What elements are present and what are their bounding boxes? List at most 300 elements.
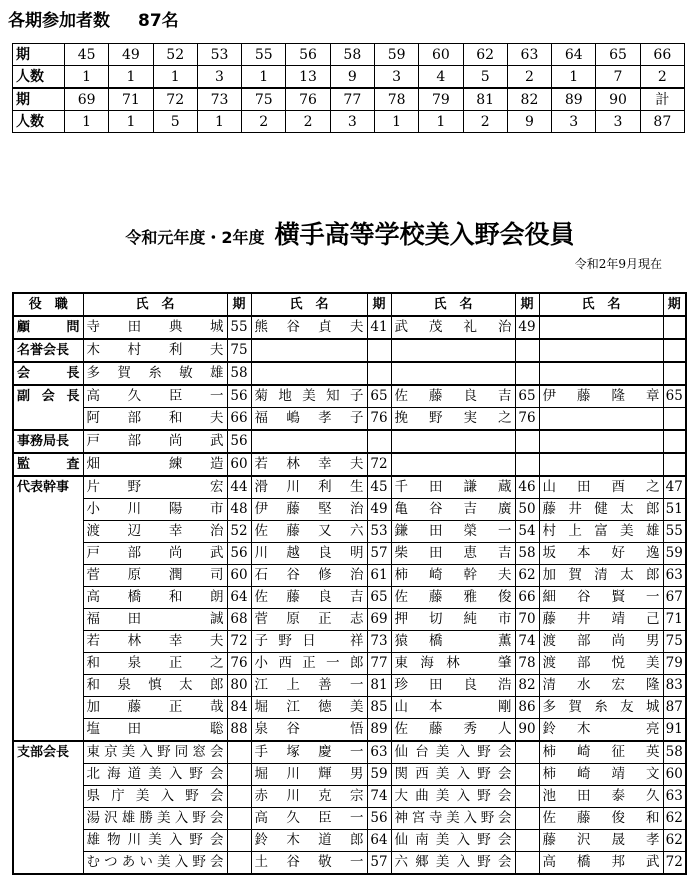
officer-row — [13, 808, 686, 830]
count-term-cell: 78 — [374, 88, 418, 111]
officer-term: 76 — [515, 408, 539, 431]
officer-role — [13, 764, 83, 786]
officer-name: むつあい美入野会 — [83, 852, 227, 875]
officer-term: 62 — [663, 808, 686, 830]
officer-role: 会 長 — [13, 362, 83, 385]
officer-row — [13, 565, 686, 587]
officer-role — [13, 830, 83, 852]
officer-name: 湯沢雄勝美入野会 — [83, 808, 227, 830]
officer-term: 82 — [515, 675, 539, 697]
officer-name: 伊藤隆章 — [539, 385, 663, 408]
count-term-cell: 計 — [640, 88, 684, 111]
officer-row — [13, 587, 686, 609]
officer-name: 北海道美入野会 — [83, 764, 227, 786]
officer-role — [13, 653, 83, 675]
officer-term — [663, 430, 686, 453]
officer-term: 90 — [515, 719, 539, 742]
officer-term — [367, 339, 391, 362]
officer-term: 60 — [227, 453, 251, 476]
officer-term: 64 — [227, 587, 251, 609]
officer-row — [13, 675, 686, 697]
officer-term — [515, 786, 539, 808]
officer-name: 佐藤又六 — [251, 521, 367, 543]
header-name: 氏 名 — [83, 293, 227, 316]
officer-term — [227, 741, 251, 764]
count-term-cell: 73 — [197, 88, 241, 111]
officer-row — [13, 697, 686, 719]
count-people-cell: 87 — [640, 111, 684, 133]
officer-name: 清水宏隆 — [539, 675, 663, 697]
officer-row — [13, 719, 686, 742]
officer-term: 61 — [367, 565, 391, 587]
officer-term: 87 — [663, 697, 686, 719]
officer-name: 亀谷吉廣 — [391, 499, 515, 521]
count-people-cell: 1 — [197, 111, 241, 133]
officer-name: 佐藤良吉 — [251, 587, 367, 609]
officer-row — [13, 453, 686, 476]
officer-name — [251, 430, 367, 453]
officer-role — [13, 786, 83, 808]
officer-name: 戸部尚武 — [83, 543, 227, 565]
officer-term: 41 — [367, 316, 391, 339]
officer-term — [515, 852, 539, 875]
count-term-cell: 52 — [153, 44, 197, 66]
header-term: 期 — [367, 293, 391, 316]
officer-name — [539, 453, 663, 476]
officer-name: 高久臣一 — [251, 808, 367, 830]
count-term-cell: 89 — [552, 88, 596, 111]
officer-name: 押切純市 — [391, 609, 515, 631]
officers-header-row — [13, 293, 686, 316]
officer-term — [515, 453, 539, 476]
officer-term: 55 — [227, 316, 251, 339]
officer-term: 58 — [663, 741, 686, 764]
officer-name: 多賀糸友城 — [539, 697, 663, 719]
count-term-cell: 82 — [507, 88, 551, 111]
officer-term: 59 — [663, 543, 686, 565]
officer-name: 佐藤雅俊 — [391, 587, 515, 609]
officer-role — [13, 631, 83, 653]
officer-term: 57 — [367, 543, 391, 565]
header-name: 氏 名 — [391, 293, 515, 316]
officer-role — [13, 543, 83, 565]
officer-term: 76 — [227, 653, 251, 675]
officer-name: 木村利夫 — [83, 339, 227, 362]
officer-role — [13, 565, 83, 587]
count-people-cell: 2 — [242, 111, 286, 133]
officer-term — [663, 339, 686, 362]
officer-row — [13, 653, 686, 675]
count-term-cell: 72 — [153, 88, 197, 111]
officer-name — [251, 362, 367, 385]
officer-name: 塩田 聡 — [83, 719, 227, 742]
officer-name — [391, 339, 515, 362]
officer-term: 78 — [515, 653, 539, 675]
officer-term: 55 — [663, 521, 686, 543]
officer-name: 小川陽市 — [83, 499, 227, 521]
officer-row — [13, 764, 686, 786]
count-term-cell: 81 — [463, 88, 507, 111]
officer-role — [13, 587, 83, 609]
officer-name — [539, 316, 663, 339]
officer-term: 85 — [367, 697, 391, 719]
officer-name — [539, 408, 663, 431]
count-term-cell: 71 — [109, 88, 153, 111]
count-people-cell: 1 — [242, 66, 286, 89]
count-row-people — [13, 66, 685, 89]
officer-name: 珍田良浩 — [391, 675, 515, 697]
officer-term: 62 — [663, 830, 686, 852]
officer-name: 県庁美入野会 — [83, 786, 227, 808]
officer-name: 柿崎幹夫 — [391, 565, 515, 587]
officer-term: 63 — [663, 786, 686, 808]
officer-term: 80 — [227, 675, 251, 697]
officer-name: 手塚慶一 — [251, 741, 367, 764]
officer-term — [367, 430, 391, 453]
officer-term: 64 — [367, 830, 391, 852]
officer-term: 58 — [227, 362, 251, 385]
officer-term: 77 — [367, 653, 391, 675]
officer-row — [13, 609, 686, 631]
officer-term: 54 — [515, 521, 539, 543]
officer-term: 70 — [515, 609, 539, 631]
officer-term: 50 — [515, 499, 539, 521]
officer-name: 猿橋 薫 — [391, 631, 515, 653]
count-term-cell: 69 — [65, 88, 109, 111]
count-term-cell: 75 — [242, 88, 286, 111]
officer-term: 56 — [227, 385, 251, 408]
officer-name: 福嶋孝子 — [251, 408, 367, 431]
officer-name: 鎌田榮一 — [391, 521, 515, 543]
officer-name: 堀江徳美 — [251, 697, 367, 719]
officer-name: 仙台美入野会 — [391, 741, 515, 764]
officer-term: 74 — [515, 631, 539, 653]
header-role: 役 職 — [13, 293, 83, 316]
officer-name: 戸部尚武 — [83, 430, 227, 453]
count-people-cell: 3 — [330, 111, 374, 133]
officer-row — [13, 521, 686, 543]
officer-name — [539, 362, 663, 385]
officer-name: 細谷賢一 — [539, 587, 663, 609]
officer-role — [13, 499, 83, 521]
officer-role: 名誉会長 — [13, 339, 83, 362]
officer-term — [227, 830, 251, 852]
officer-term — [367, 362, 391, 385]
officer-term: 47 — [663, 476, 686, 499]
officer-name: 佐藤秀人 — [391, 719, 515, 742]
officer-name: 山田酉之 — [539, 476, 663, 499]
header-name: 氏 名 — [251, 293, 367, 316]
officer-term: 74 — [367, 786, 391, 808]
officer-term: 63 — [663, 565, 686, 587]
officer-term: 72 — [227, 631, 251, 653]
officer-role — [13, 609, 83, 631]
count-people-cell: 4 — [419, 66, 463, 89]
officer-row — [13, 430, 686, 453]
officer-name: 藤井靖己 — [539, 609, 663, 631]
officer-term: 59 — [367, 764, 391, 786]
officer-term: 84 — [227, 697, 251, 719]
officer-name: 高橋邦武 — [539, 852, 663, 875]
officer-name: 挽野実之 — [391, 408, 515, 431]
count-row-term — [13, 88, 685, 111]
officer-name: 堀川輝男 — [251, 764, 367, 786]
count-term-cell: 56 — [286, 44, 330, 66]
officer-role: 事務局長 — [13, 430, 83, 453]
officer-term: 66 — [515, 587, 539, 609]
officer-term: 73 — [367, 631, 391, 653]
officer-name: 高久臣一 — [83, 385, 227, 408]
officer-term — [515, 764, 539, 786]
officer-row — [13, 741, 686, 764]
officer-name: 渡辺幸治 — [83, 521, 227, 543]
officer-term: 57 — [367, 852, 391, 875]
officer-term: 56 — [227, 543, 251, 565]
header-term: 期 — [515, 293, 539, 316]
officer-term: 58 — [515, 543, 539, 565]
officer-name: 藤沢晟孝 — [539, 830, 663, 852]
officer-name: 滑川利生 — [251, 476, 367, 499]
officer-row — [13, 408, 686, 431]
officer-name: 和泉正之 — [83, 653, 227, 675]
officer-term: 89 — [367, 719, 391, 742]
count-people-cell: 1 — [65, 111, 109, 133]
officer-term: 46 — [515, 476, 539, 499]
officer-term: 48 — [227, 499, 251, 521]
officer-term: 51 — [663, 499, 686, 521]
count-people-cell: 2 — [286, 111, 330, 133]
officer-role: 支部会長 — [13, 741, 83, 764]
officer-term: 76 — [367, 408, 391, 431]
officer-row — [13, 631, 686, 653]
officer-name: 加賀清太郎 — [539, 565, 663, 587]
officer-name: 石谷修治 — [251, 565, 367, 587]
officer-name: 柿崎征英 — [539, 741, 663, 764]
officer-term: 60 — [663, 764, 686, 786]
officer-row — [13, 362, 686, 385]
header-name: 氏 名 — [539, 293, 663, 316]
officer-name: 村上富美雄 — [539, 521, 663, 543]
officer-term: 81 — [367, 675, 391, 697]
count-people-cell: 1 — [419, 111, 463, 133]
officer-term: 86 — [515, 697, 539, 719]
officer-term — [663, 408, 686, 431]
officer-term — [227, 808, 251, 830]
count-row-label: 期 — [13, 44, 65, 66]
count-term-cell: 60 — [419, 44, 463, 66]
officer-name: 佐藤俊和 — [539, 808, 663, 830]
officer-term: 68 — [227, 609, 251, 631]
officer-term — [515, 808, 539, 830]
count-term-cell: 49 — [109, 44, 153, 66]
officer-term: 45 — [367, 476, 391, 499]
officer-name — [391, 453, 515, 476]
officer-name: 渡部尚男 — [539, 631, 663, 653]
officer-name: 熊谷貞夫 — [251, 316, 367, 339]
count-term-cell: 62 — [463, 44, 507, 66]
officer-name: 泉谷 悟 — [251, 719, 367, 742]
officer-name: 千田謙蔵 — [391, 476, 515, 499]
officer-name — [251, 339, 367, 362]
officer-term: 49 — [367, 499, 391, 521]
officer-name: 神宮寺美入野会 — [391, 808, 515, 830]
officer-term: 65 — [515, 385, 539, 408]
officer-term: 79 — [663, 653, 686, 675]
officer-row — [13, 385, 686, 408]
count-term-cell: 55 — [242, 44, 286, 66]
officer-row — [13, 830, 686, 852]
officer-term: 75 — [663, 631, 686, 653]
officer-term: 91 — [663, 719, 686, 742]
officer-name: 藤井健太郎 — [539, 499, 663, 521]
officer-name: 若林幸夫 — [83, 631, 227, 653]
officer-name: 柿崎靖文 — [539, 764, 663, 786]
officer-term: 67 — [663, 587, 686, 609]
officer-role — [13, 675, 83, 697]
count-people-cell: 3 — [374, 66, 418, 89]
count-people-cell: 1 — [109, 66, 153, 89]
officer-role: 顧 問 — [13, 316, 83, 339]
officer-name — [391, 362, 515, 385]
officer-term: 88 — [227, 719, 251, 742]
officer-name: 加藤正哉 — [83, 697, 227, 719]
count-people-cell: 9 — [330, 66, 374, 89]
officer-role — [13, 408, 83, 431]
officer-name: 福田 誠 — [83, 609, 227, 631]
officer-term: 66 — [227, 408, 251, 431]
count-term-cell: 59 — [374, 44, 418, 66]
officer-name: 武茂礼治 — [391, 316, 515, 339]
count-term-cell: 79 — [419, 88, 463, 111]
officer-name: 鈴木道郎 — [251, 830, 367, 852]
officer-name — [539, 339, 663, 362]
officer-term: 83 — [663, 675, 686, 697]
count-people-cell: 2 — [463, 111, 507, 133]
officer-name: 大曲美入野会 — [391, 786, 515, 808]
officer-term — [515, 430, 539, 453]
count-people-cell: 3 — [197, 66, 241, 89]
count-row-people — [13, 111, 685, 133]
officer-name: 東京美入野同窓会 — [83, 741, 227, 764]
officer-term: 62 — [515, 565, 539, 587]
as-of-date: 令和2年9月現在 — [574, 257, 662, 271]
officer-term: 49 — [515, 316, 539, 339]
count-row-term — [13, 44, 685, 66]
officer-term: 56 — [227, 430, 251, 453]
count-people-cell: 2 — [640, 66, 684, 89]
officer-role — [13, 852, 83, 875]
count-term-cell: 76 — [286, 88, 330, 111]
officer-row — [13, 339, 686, 362]
officer-term: 71 — [663, 609, 686, 631]
officer-name: 柴田恵吉 — [391, 543, 515, 565]
heading-total: 87名 — [138, 11, 179, 31]
officer-name: 菅原正志 — [251, 609, 367, 631]
officer-term: 52 — [227, 521, 251, 543]
count-people-cell: 1 — [153, 66, 197, 89]
officer-role — [13, 719, 83, 742]
title-main: 横手高等学校美入野会役員 — [274, 220, 575, 249]
heading-label: 各期参加者数 — [8, 11, 110, 31]
count-people-cell: 1 — [552, 66, 596, 89]
officer-name: 渡部悦美 — [539, 653, 663, 675]
officer-name: 阿部和夫 — [83, 408, 227, 431]
officer-role — [13, 697, 83, 719]
officer-row — [13, 852, 686, 875]
officer-name: 関西美入野会 — [391, 764, 515, 786]
officer-term: 69 — [367, 609, 391, 631]
count-row-label: 人数 — [13, 66, 65, 89]
officer-name: 和泉慎太郎 — [83, 675, 227, 697]
officer-row — [13, 476, 686, 499]
count-people-cell: 3 — [552, 111, 596, 133]
header-term: 期 — [227, 293, 251, 316]
officer-name: 池田泰久 — [539, 786, 663, 808]
officer-term: 60 — [227, 565, 251, 587]
count-people-cell: 1 — [109, 111, 153, 133]
officer-term — [515, 362, 539, 385]
officer-role: 代表幹事 — [13, 476, 83, 499]
officer-role: 副会長 — [13, 385, 83, 408]
count-people-cell: 1 — [374, 111, 418, 133]
officer-name: 多賀糸敏雄 — [83, 362, 227, 385]
officer-role — [13, 521, 83, 543]
officer-term: 72 — [663, 852, 686, 875]
officer-name: 赤川克宗 — [251, 786, 367, 808]
officer-name: 若林幸夫 — [251, 453, 367, 476]
title-prefix: 令和元年度・2年度 — [125, 228, 265, 247]
officer-name: 雄物川美入野会 — [83, 830, 227, 852]
officer-row — [13, 499, 686, 521]
officer-name: 川越良明 — [251, 543, 367, 565]
officer-name: 畑 練造 — [83, 453, 227, 476]
officer-name: 小西正一郎 — [251, 653, 367, 675]
officer-term: 56 — [367, 808, 391, 830]
count-term-cell: 77 — [330, 88, 374, 111]
officer-term: 65 — [367, 587, 391, 609]
participant-count-heading — [8, 6, 179, 31]
count-term-cell: 64 — [552, 44, 596, 66]
officer-term — [227, 764, 251, 786]
officer-term: 44 — [227, 476, 251, 499]
count-people-cell: 2 — [507, 66, 551, 89]
officer-name: 片野 宏 — [83, 476, 227, 499]
header-term: 期 — [663, 293, 686, 316]
officer-role — [13, 808, 83, 830]
officer-name: 寺田典城 — [83, 316, 227, 339]
officer-term — [515, 741, 539, 764]
officer-name: 高橋和朗 — [83, 587, 227, 609]
officer-role: 監 査 — [13, 453, 83, 476]
count-term-cell: 45 — [65, 44, 109, 66]
count-people-cell: 1 — [65, 66, 109, 89]
officer-row — [13, 316, 686, 339]
document-title — [0, 215, 700, 251]
officer-name: 鈴木 亮 — [539, 719, 663, 742]
officer-name: 仙南美入野会 — [391, 830, 515, 852]
officer-row — [13, 786, 686, 808]
officer-name: 土谷敬一 — [251, 852, 367, 875]
officer-term: 63 — [367, 741, 391, 764]
officer-row — [13, 543, 686, 565]
count-term-cell: 58 — [330, 44, 374, 66]
officer-term — [227, 852, 251, 875]
officer-term — [227, 786, 251, 808]
officer-name: 江上善一 — [251, 675, 367, 697]
officer-name: 六郷美入野会 — [391, 852, 515, 875]
count-term-cell: 90 — [596, 88, 640, 111]
officer-name: 菊地美知子 — [251, 385, 367, 408]
